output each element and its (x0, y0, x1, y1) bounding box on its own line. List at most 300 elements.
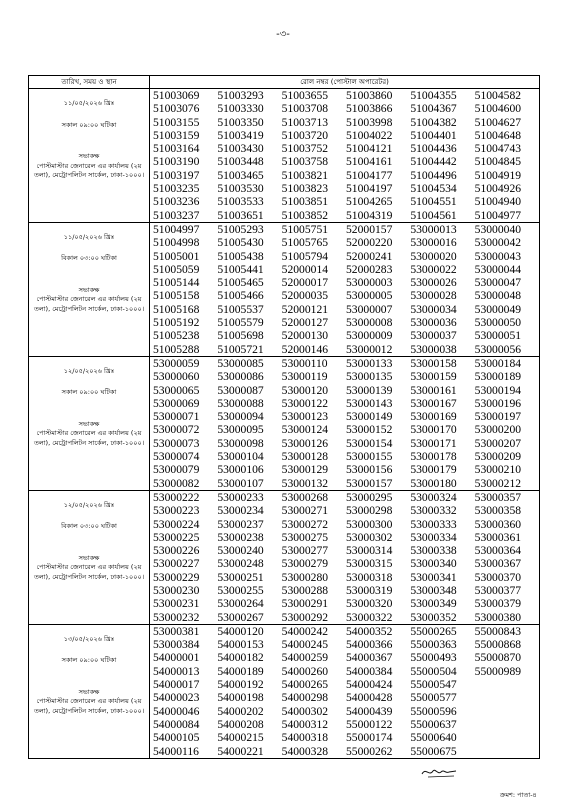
roll-number: 52000127 (281, 316, 329, 330)
roll-number: 51004977 (474, 208, 522, 222)
roll-number: 53000238 (217, 530, 264, 544)
session-info (29, 356, 150, 490)
session-row (29, 89, 540, 223)
roll-number: 53000207 (474, 436, 522, 450)
roll-number: 51003076 (153, 102, 200, 116)
roll-number: 51005168 (153, 302, 200, 316)
roll-number: 53000036 (410, 316, 457, 330)
roll-number: 55000265 (410, 624, 457, 638)
roll-number: 54000023 (153, 691, 200, 705)
roll-number: 52000035 (281, 289, 329, 303)
roll-numbers-cell (150, 89, 540, 223)
roll-number: 55000637 (410, 717, 457, 731)
roll-number: 51004940 (474, 195, 522, 209)
roll-number: 51005765 (281, 236, 329, 250)
session-row (29, 222, 540, 356)
roll-number: 51004319 (346, 208, 393, 222)
roll-number: 53000184 (474, 356, 522, 370)
roll-number: 53000028 (410, 289, 457, 303)
roll-number (475, 705, 539, 718)
roll-number: 53000034 (410, 302, 457, 316)
roll-number: 53000026 (410, 276, 457, 290)
roll-number: 53000139 (346, 383, 393, 397)
roll-number: 53000210 (474, 463, 522, 477)
roll-number: 51003330 (217, 102, 264, 116)
session-info (29, 490, 150, 624)
roll-number: 54000384 (346, 664, 393, 678)
roll-number: 53000107 (217, 476, 264, 490)
roll-number: 51005144 (153, 276, 200, 290)
roll-number: 53000003 (346, 276, 393, 290)
roll-number: 53000358 (474, 504, 522, 518)
roll-number: 53000095 (217, 423, 264, 437)
roll-number: 53000196 (474, 396, 522, 410)
roll-number: 51004442 (410, 155, 457, 169)
roll-number: 55000547 (410, 678, 457, 692)
roll-number: 53000267 (217, 610, 264, 624)
session-place: পোস্টমাস্টার জেনারেল এর কার্যালয় (২য় তলা), মেট্রোপলিটন সার্কেল, ঢাকা-১০০০। (33, 161, 145, 179)
roll-number: 55000868 (474, 638, 522, 652)
roll-grid (153, 223, 539, 356)
roll-number: 51003530 (217, 182, 264, 196)
roll-number: 53000340 (410, 557, 457, 571)
roll-number: 51003293 (217, 89, 264, 102)
roll-number: 51003069 (153, 89, 200, 102)
roll-number: 51004177 (346, 168, 393, 182)
roll-number: 53000357 (474, 490, 522, 504)
session-time: বিকাল ০৩:০০ ঘটিকা (61, 254, 117, 263)
roll-number: 53000104 (217, 450, 264, 464)
roll-numbers-cell (150, 490, 540, 624)
roll-number: 53000360 (474, 517, 522, 531)
roll-number: 53000277 (281, 544, 329, 558)
roll-number: 53000043 (474, 249, 522, 263)
roll-number: 54000215 (217, 731, 264, 745)
session-place: পোস্টমাস্টার জেনারেল এর কার্যালয় (২য় তলা), মেট্রোপলিটন সার্কেল, ঢাকা-১০০০। (33, 429, 145, 447)
roll-number: 51005698 (217, 329, 264, 343)
roll-number: 53000129 (281, 463, 329, 477)
roll-number: 51005288 (153, 342, 200, 356)
roll-number: 51003430 (217, 142, 264, 156)
roll-number: 51005465 (217, 276, 264, 290)
roll-number: 54000298 (281, 691, 329, 705)
roll-number (475, 731, 539, 744)
roll-numbers-cell (150, 222, 540, 356)
table-header-row (29, 76, 540, 89)
roll-number: 51004496 (410, 168, 457, 182)
roll-grid (153, 491, 539, 624)
roll-number: 53000233 (217, 490, 264, 504)
roll-number: 53000037 (410, 329, 457, 343)
roll-number: 54000352 (346, 624, 393, 638)
roll-number: 52000121 (281, 302, 329, 316)
roll-number: 55000363 (410, 638, 457, 652)
roll-number: 54000105 (153, 731, 200, 745)
roll-number: 54000302 (281, 704, 329, 718)
roll-number: 55000596 (410, 704, 457, 718)
roll-number: 53000302 (346, 530, 393, 544)
roll-number: 53000231 (153, 597, 200, 611)
roll-number: 53000120 (281, 383, 329, 397)
roll-number: 51003164 (153, 142, 200, 156)
roll-number: 51003465 (217, 168, 264, 182)
roll-number: 51003860 (346, 89, 393, 102)
roll-number: 53000059 (153, 356, 200, 370)
roll-number: 53000049 (474, 302, 522, 316)
roll-number: 53000248 (217, 557, 264, 571)
roll-number: 51004022 (346, 128, 393, 142)
roll-number: 51005579 (217, 316, 264, 330)
session-info (29, 222, 150, 356)
roll-number: 51003708 (281, 102, 329, 116)
roll-number: 51003852 (281, 208, 329, 222)
session-time: সকাল ০৯:০০ ঘটিকা (61, 120, 117, 129)
session-date: ১৩/০৫/২০২৬ খ্রিঃ (63, 634, 115, 643)
roll-number: 54000439 (346, 704, 393, 718)
roll-number: 51004600 (474, 102, 522, 116)
roll-number: 53000012 (346, 342, 393, 356)
roll-number: 51004919 (474, 168, 522, 182)
roll-number: 51003851 (281, 195, 329, 209)
roll-number: 51003448 (217, 155, 264, 169)
roll-number: 53000300 (346, 517, 393, 531)
roll-number: 55000493 (410, 651, 457, 665)
roll-number: 51003713 (281, 115, 329, 129)
roll-number: 55000504 (410, 664, 457, 678)
roll-number: 53000022 (410, 262, 457, 276)
roll-number: 51004436 (410, 142, 457, 156)
roll-number: 53000318 (346, 570, 393, 584)
roll-number: 53000349 (410, 597, 457, 611)
roll-number: 51005721 (217, 342, 264, 356)
roll-number (475, 718, 539, 731)
roll-number: 51003350 (217, 115, 264, 129)
roll-number: 53000272 (281, 517, 329, 531)
roll-number (475, 691, 539, 704)
roll-numbers-cell (150, 356, 540, 490)
roll-number: 53000237 (217, 517, 264, 531)
roll-number: 53000132 (281, 476, 329, 490)
roll-number: 51003758 (281, 155, 329, 169)
roll-number: 53000051 (474, 329, 522, 343)
roll-number: 51003651 (217, 208, 264, 222)
roll-number: 53000178 (410, 450, 457, 464)
roll-number: 53000071 (153, 410, 200, 424)
roll-number: 53000119 (281, 370, 328, 384)
session-row (29, 490, 540, 624)
roll-number: 51005293 (217, 222, 264, 236)
roll-number: 53000234 (217, 504, 264, 518)
roll-number: 51005438 (217, 249, 264, 263)
roll-number: 53000322 (346, 610, 393, 624)
roll-number: 53000143 (346, 396, 393, 410)
roll-number: 51004265 (346, 195, 393, 209)
roll-number: 51004561 (410, 208, 457, 222)
roll-number: 54000001 (153, 651, 200, 665)
roll-number: 54000245 (281, 638, 329, 652)
roll-number: 53000087 (217, 383, 264, 397)
roll-number: 53000230 (153, 583, 200, 597)
roll-number: 53000069 (153, 396, 200, 410)
roll-number: 51004998 (153, 236, 200, 250)
roll-number: 53000170 (410, 423, 457, 437)
roll-number: 53000280 (281, 570, 329, 584)
session-venue: সভাকক্ষ (78, 419, 100, 428)
roll-number: 53000212 (474, 476, 522, 490)
roll-number: 51005794 (281, 249, 329, 263)
roll-number: 54000116 (153, 744, 199, 758)
roll-number: 53000227 (153, 557, 200, 571)
roll-number: 53000224 (153, 517, 200, 531)
roll-number: 51003655 (281, 89, 329, 102)
session-date: ১১/০৫/২০২৬ খ্রিঃ (63, 232, 115, 241)
roll-number: 55000174 (346, 731, 393, 745)
roll-number: 53000292 (281, 610, 329, 624)
roll-number: 53000098 (217, 436, 264, 450)
roll-number: 53000379 (474, 597, 522, 611)
roll-number: 53000094 (217, 410, 264, 424)
header-date-time-venue: তারিখ, সময় ও স্থান (29, 76, 150, 89)
roll-number: 53000240 (217, 544, 264, 558)
roll-number: 53000042 (474, 236, 522, 250)
roll-number: 53000275 (281, 530, 329, 544)
roll-number: 53000377 (474, 583, 522, 597)
roll-number: 53000158 (410, 356, 457, 370)
roll-number: 51003190 (153, 155, 200, 169)
roll-number: 53000086 (217, 370, 264, 384)
session-date: ১১/০৫/২০২৬ খ্রিঃ (63, 99, 115, 107)
roll-number: 53000381 (153, 624, 200, 638)
roll-number: 53000229 (153, 570, 200, 584)
roll-number: 52000146 (281, 342, 329, 356)
roll-number: 51003419 (217, 128, 264, 142)
roll-number: 53000171 (410, 436, 457, 450)
roll-number: 52000241 (346, 249, 393, 263)
roll-number: 54000265 (281, 678, 329, 692)
roll-number: 55000843 (474, 624, 522, 638)
roll-number: 51003159 (153, 128, 200, 142)
roll-number: 53000135 (346, 370, 393, 384)
roll-number: 51003197 (153, 168, 200, 182)
roll-number: 53000065 (153, 383, 200, 397)
roll-number (475, 678, 539, 691)
roll-number: 53000085 (217, 356, 264, 370)
roll-number: 53000352 (410, 610, 457, 624)
roll-number: 51003155 (153, 115, 200, 129)
roll-number: 54000013 (153, 664, 200, 678)
roll-number: 53000223 (153, 504, 200, 518)
roll-number: 54000017 (153, 678, 200, 692)
continued-note: ক্রমশ: পাতা-৪ (500, 791, 537, 799)
roll-number: 52000017 (281, 276, 329, 290)
roll-number: 53000128 (281, 450, 329, 464)
roll-number: 54000208 (217, 717, 264, 731)
roll-number: 51004743 (474, 142, 522, 156)
roll-grid (153, 625, 539, 758)
roll-number: 53000060 (153, 370, 200, 384)
roll-number: 53000251 (217, 570, 264, 584)
roll-number: 52000130 (281, 329, 329, 343)
roll-number: 53000264 (217, 597, 264, 611)
session-time: বিকাল ০৩:০০ ঘটিকা (61, 522, 117, 531)
roll-number: 51005441 (217, 262, 264, 276)
roll-number: 51004355 (410, 89, 457, 102)
roll-number: 53000048 (474, 289, 522, 303)
roll-number: 53000155 (346, 450, 393, 464)
roll-number: 54000182 (217, 651, 264, 665)
roll-number: 54000424 (346, 678, 393, 692)
roll-number: 53000126 (281, 436, 329, 450)
roll-number: 54000202 (217, 704, 264, 718)
roll-number: 51003866 (346, 102, 393, 116)
roll-number: 51004367 (410, 102, 457, 116)
roll-number: 54000189 (217, 664, 264, 678)
roll-number: 53000073 (153, 436, 200, 450)
session-place: পোস্টমাস্টার জেনারেল এর কার্যালয় (২য় তলা), মেট্রোপলিটন সার্কেল, ঢাকা-১০০০। (33, 697, 145, 715)
roll-number: 53000222 (153, 490, 200, 504)
roll-number: 53000361 (474, 530, 522, 544)
roll-number: 53000180 (410, 476, 457, 490)
roll-number: 51004382 (410, 115, 457, 129)
roll-number: 53000200 (474, 423, 522, 437)
roll-number: 53000288 (281, 583, 329, 597)
roll-number: 53000333 (410, 517, 457, 531)
roll-number: 54000084 (153, 717, 200, 731)
roll-number: 53000315 (346, 557, 393, 571)
roll-number: 53000225 (153, 530, 200, 544)
session-date: ১২/০৫/২০২৬ খ্রিঃ (63, 366, 115, 375)
roll-number: 53000194 (474, 383, 522, 397)
roll-number: 53000169 (410, 410, 457, 424)
roll-number: 54000312 (281, 717, 329, 731)
roll-number: 53000271 (281, 504, 329, 518)
roll-number: 52000157 (346, 222, 393, 236)
roll-number: 53000268 (281, 490, 329, 504)
roll-number: 54000260 (281, 664, 329, 678)
roll-number: 53000159 (410, 370, 457, 384)
roll-number: 54000318 (281, 731, 329, 745)
roll-number: 53000106 (217, 463, 264, 477)
roll-number: 51005158 (153, 289, 200, 303)
roll-number: 53000007 (346, 302, 393, 316)
roll-number: 51004648 (474, 128, 522, 142)
roll-number: 53000334 (410, 530, 457, 544)
session-venue: সভাকক্ষ (78, 285, 100, 294)
session-time: সকাল ০৯:০০ ঘটিকা (61, 656, 117, 665)
roll-number: 53000056 (474, 342, 522, 356)
roll-number: 53000314 (346, 544, 393, 558)
roll-number: 51005537 (217, 302, 264, 316)
roll-number: 53000189 (474, 370, 522, 384)
roll-number: 55000870 (474, 651, 522, 665)
roll-number: 53000367 (474, 557, 522, 571)
roll-number: 53000255 (217, 583, 264, 597)
roll-number (475, 745, 539, 758)
roll-number: 51004401 (410, 128, 457, 142)
roll-number: 53000079 (153, 463, 200, 477)
roll-number: 52000014 (281, 262, 329, 276)
roll-number: 51004997 (153, 222, 200, 236)
roll-number: 51005192 (153, 316, 200, 330)
roll-number: 53000110 (281, 356, 328, 370)
roll-number: 51004627 (474, 115, 522, 129)
roll-number: 53000298 (346, 504, 393, 518)
session-place: পোস্টমাস্টার জেনারেল এর কার্যালয় (২য় তলা), মেট্রোপলিটন সার্কেল, ঢাকা-১০০০। (33, 295, 145, 313)
session-venue: সভাকক্ষ (78, 553, 100, 562)
roll-number: 54000221 (217, 744, 264, 758)
roll-number: 53000319 (346, 583, 393, 597)
roll-number: 55000640 (410, 731, 457, 745)
roll-number: 53000324 (410, 490, 457, 504)
session-row (29, 356, 540, 490)
roll-number: 51005238 (153, 329, 200, 343)
roll-number: 51004582 (474, 89, 522, 102)
roll-number: 53000338 (410, 544, 457, 558)
roll-number: 55000989 (474, 664, 522, 678)
roll-number: 53000380 (474, 610, 522, 624)
roll-number: 53000038 (410, 342, 457, 356)
roll-number: 54000046 (153, 704, 200, 718)
roll-number: 51004121 (346, 142, 393, 156)
roll-number: 54000198 (217, 691, 264, 705)
roll-number: 53000226 (153, 544, 200, 558)
roll-number: 53000295 (346, 490, 393, 504)
roll-number: 53000154 (346, 436, 393, 450)
header-roll-numbers: রোল নম্বর (পোস্টাল অপারেটর) (150, 76, 540, 89)
roll-number: 51004534 (410, 182, 457, 196)
roll-number: 53000088 (217, 396, 264, 410)
roll-number: 51004551 (410, 195, 457, 209)
session-date: ১২/০৫/২০২৬ খ্রিঃ (63, 500, 115, 509)
roll-number: 54000259 (281, 651, 329, 665)
roll-number: 51003533 (217, 195, 264, 209)
roll-numbers-cell (150, 624, 540, 758)
roll-number: 51003823 (281, 182, 329, 196)
roll-number: 51004197 (346, 182, 393, 196)
roll-number: 54000367 (346, 651, 393, 665)
roll-number: 51003998 (346, 115, 393, 129)
roll-number: 53000232 (153, 610, 200, 624)
roll-number: 54000366 (346, 638, 393, 652)
roll-number: 55000675 (410, 744, 457, 758)
roll-number: 53000209 (474, 450, 522, 464)
roll-number: 53000044 (474, 262, 522, 276)
roll-number: 53000167 (410, 396, 457, 410)
roll-number: 53000050 (474, 316, 522, 330)
session-info (29, 89, 150, 223)
roll-number: 52000283 (346, 262, 393, 276)
roll-number: 53000279 (281, 557, 329, 571)
roll-number: 51003237 (153, 208, 200, 222)
roll-number: 54000192 (217, 678, 264, 692)
roll-number: 53000156 (346, 463, 393, 477)
roll-number: 55000122 (346, 717, 393, 731)
roll-number: 53000179 (410, 463, 457, 477)
roll-number: 53000013 (410, 222, 457, 236)
roll-number: 55000577 (410, 691, 457, 705)
roll-number: 51004161 (346, 155, 393, 169)
roll-number: 54000120 (217, 624, 264, 638)
roll-number: 53000009 (346, 329, 393, 343)
roll-number: 51003821 (281, 168, 329, 182)
roll-number: 53000291 (281, 597, 329, 611)
roll-number: 53000370 (474, 570, 522, 584)
session-info (29, 624, 150, 758)
roll-number: 52000220 (346, 236, 393, 250)
roll-number: 51005430 (217, 236, 264, 250)
page-number: -৩- (276, 29, 290, 40)
roll-number: 53000152 (346, 423, 393, 437)
